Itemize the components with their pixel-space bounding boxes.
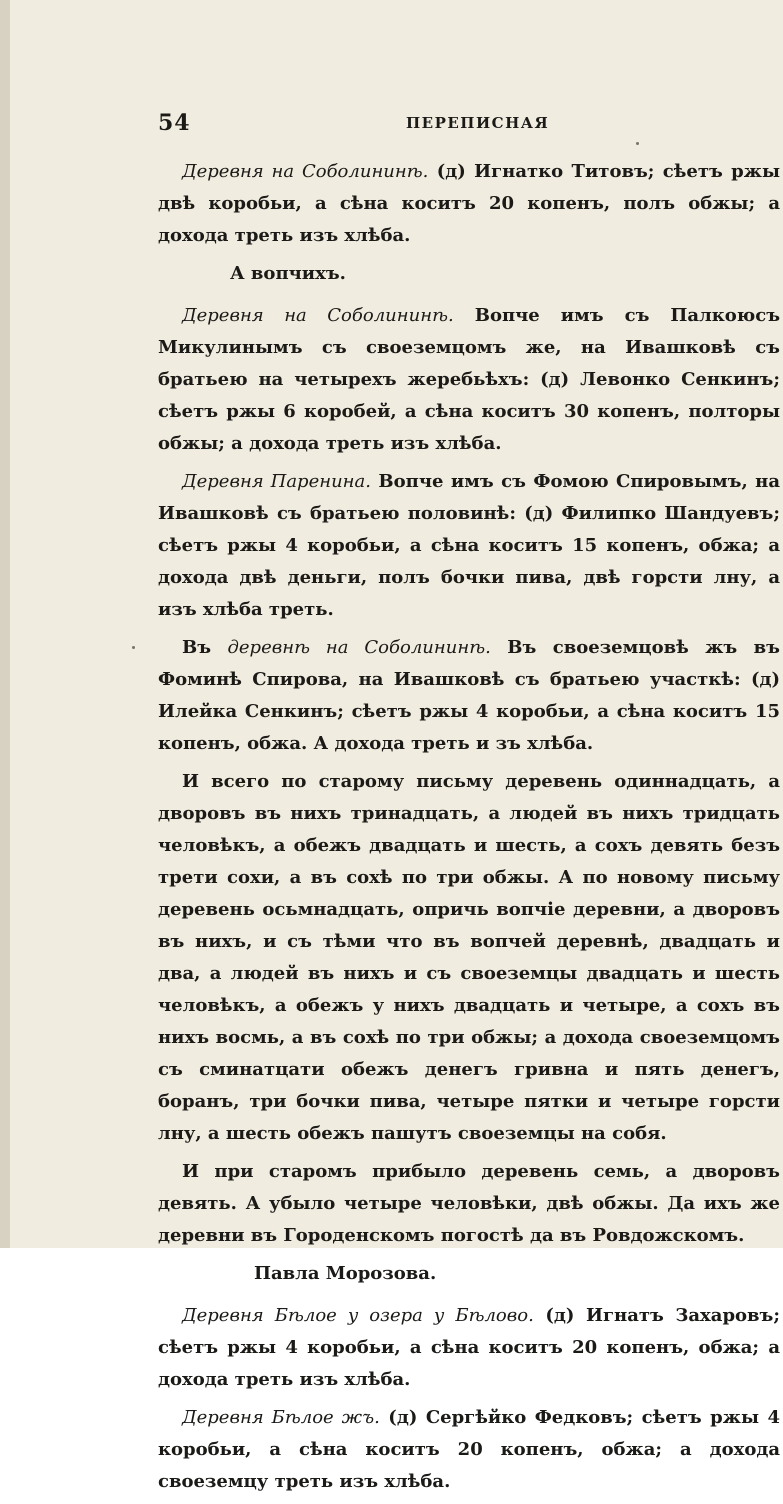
summary-paragraph [158, 766, 780, 1150]
ink-speck [132, 646, 135, 649]
place-name: Деревня Бѣлое жъ. [182, 1407, 380, 1428]
entry-text: Вопче имъ съ Фомою Спировымъ, на Ивашковѣ съ братьею половинѣ: (д) Филипко Шандуевъ; сѣетъ ржы 4 коробьи, а сѣна коситъ 15 копенъ, обжа; а дохода двѣ деньги, полъ бочки пива, двѣ горсти лну, а изъ хлѣба треть. [158, 471, 781, 620]
entry-paragraph [158, 1300, 780, 1396]
running-head [158, 110, 780, 138]
page-content [158, 110, 780, 1504]
entry-paragraph [158, 1402, 780, 1498]
place-name: Деревня Паренина. [182, 471, 371, 492]
entry-text: (д) Сергѣйко Федковъ; сѣетъ ржы 4 коробьи, а сѣна коситъ 20 копенъ, обжа; а дохода своеземцу треть изъ хлѣба. [158, 1407, 780, 1492]
place-name: Деревня на Соболининѣ. [182, 161, 429, 182]
place-name: деревнѣ на Соболининѣ. [227, 637, 491, 658]
entry-text: Въ своеземцовѣ жъ въ Фоминѣ Спирова, на Ивашковѣ съ братьею участкѣ: (д) Илейка Сенкинъ; сѣетъ ржы 4 коробьи, а сѣна коситъ 15 копенъ, обжа. А дохода треть и зъ хлѣба. [158, 637, 780, 754]
entry-paragraph [158, 156, 780, 252]
entry-lead: Въ [182, 637, 228, 658]
page-number: 54 [158, 110, 191, 136]
running-title: ПЕРЕПИСНАЯ [406, 114, 550, 132]
place-name: Деревня Бѣлое у озера у Бѣлово. [182, 1305, 534, 1326]
entry-text: (д) Игнатко Титовъ; сѣетъ ржы двѣ коробьи, а сѣна коситъ 20 копенъ, полъ обжы; а дохода треть изъ хлѣба. [158, 161, 780, 246]
section-heading: А вопчихъ. [230, 263, 346, 284]
entry-text: Вопче имъ съ Палкоюсъ Микулинымъ съ своеземцомъ же, на Ивашковѣ съ братьею на четырехъ жеребьѣхъ: (д) Левонко Сенкинъ; сѣетъ ржы 6 коробей, а сѣна коситъ 30 копенъ, полторы обжы; а дохода треть изъ хлѣба. [158, 305, 781, 454]
summary-text: И всего по старому письму деревень одиннадцать, а дворовъ въ нихъ тринадцать, а людей въ нихъ тридцать человѣкъ, а обежъ двадцать и шесть, а сохъ девять безъ трети сохи, а въ сохѣ по три обжы. А по новому письму деревень осьмнадцать, опричь вопчіе деревни, а дворовъ въ нихъ, и съ тѣми что въ вопчей деревнѣ, двадцать и два, а людей въ нихъ и съ своеземцы двадцать и шесть человѣкъ, а обежъ у нихъ двадцать и четыре, а сохъ въ нихъ восмь, а въ сохѣ по три обжы; а дохода своеземцомъ съ сминатцати обежъ денегъ гривна и пять денегъ, боранъ, три бочки пива, четыре пятки и четыре горсти лну, а шесть обежъ пашутъ своеземцы на собя. [158, 771, 780, 1144]
entry-paragraph [158, 632, 780, 760]
place-name: Деревня на Соболининѣ. [182, 305, 454, 326]
section-heading: Павла Морозова. [254, 1263, 437, 1284]
entry-paragraph [158, 300, 780, 460]
entry-paragraph [158, 466, 780, 626]
entry-text: (д) Игнатъ Захаровъ; сѣетъ ржы 4 коробьи, а сѣна коситъ 20 копенъ, обжа; а дохода треть изъ хлѣба. [158, 1305, 780, 1390]
summary-text: И при старомъ прибыло деревень семь, а дворовъ девять. А убыло четыре человѣки, двѣ обжы. Да ихъ же деревни въ Городенскомъ погостѣ да въ Ровдожскомъ. [158, 1161, 780, 1246]
summary-paragraph [158, 1156, 780, 1252]
body-text [158, 156, 780, 1498]
